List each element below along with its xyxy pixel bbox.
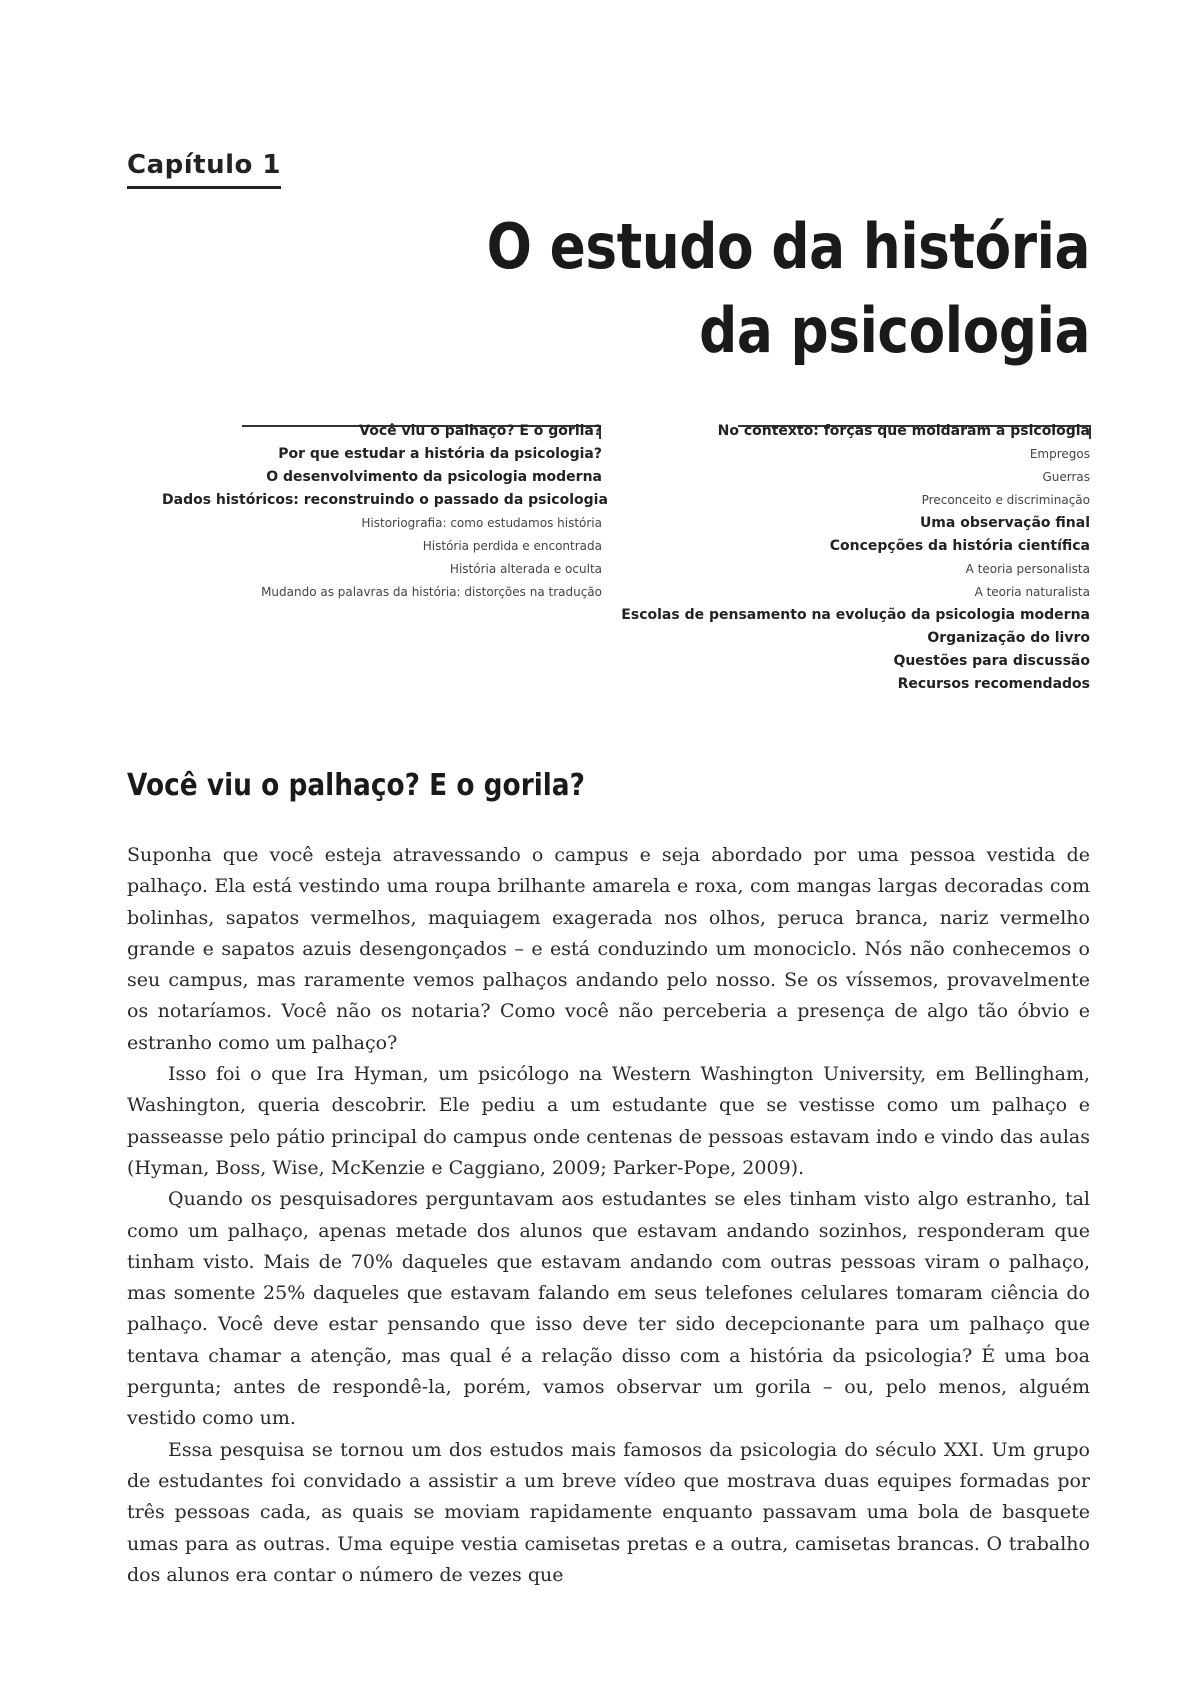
chapter-title-line-2: da psicologia — [699, 294, 1090, 367]
toc-subentry: A teoria naturalista — [974, 585, 1090, 599]
toc-subentry: Preconceito e discriminação — [921, 493, 1090, 507]
toc-subentry: Mudando as palavras da história: distorções na tradução — [261, 585, 602, 599]
body-paragraph: Quando os pesquisadores perguntavam aos estudantes se eles tinham visto algo estranho, tal como um palhaço, apenas metade dos alunos que estavam andando sozinhos, responderam que tinham visto. Mais de 70% daqueles que estavam andando com outras pessoas viram o palhaço, mas somente 25% daqueles que estavam falando em seus telefones celulares tomaram ciência do palhaço. Você deve estar pensando que isso deve ter sido decepcionante para um palhaço que tentava chamar a atenção, mas qual é a relação disso com a história da psicologia? É uma boa pergunta; antes de respondê-la, porém, vamos observar um gorila – ou, pelo menos, alguém vestido como um. — [127, 1188, 1090, 1430]
toc-subentry: Guerras — [1042, 470, 1090, 484]
toc-entry: Concepções da história científica — [829, 538, 1090, 554]
body-text — [127, 840, 1090, 1591]
chapter-title-line-1: O estudo da história — [486, 210, 1090, 283]
toc-entry: Você viu o palhaço? E o gorila? — [359, 423, 602, 439]
toc-entry: Escolas de pensamento na evolução da psicologia moderna — [621, 607, 1090, 623]
toc-entry: Recursos recomendados — [897, 676, 1090, 692]
chapter-label: Capítulo 1 — [127, 150, 281, 189]
toc-subentry: História perdida e encontrada — [422, 539, 602, 553]
toc-entry: Organização do livro — [927, 630, 1090, 646]
chapter-title — [402, 205, 1090, 373]
body-paragraph: Essa pesquisa se tornou um dos estudos mais famosos da psicologia do século XXI. Um grupo de estudantes foi convidado a assistir a um breve vídeo que mostrava duas equipes formadas por três pessoas cada, as quais se moviam rapidamente enquanto passavam uma bola de basquete umas para as outras. Uma equipe vestia camisetas pretas e a outra, camisetas brancas. O trabalho dos alunos era contar o número de vezes que — [127, 1438, 1090, 1586]
toc-entry: Por que estudar a história da psicologia? — [278, 446, 602, 462]
body-paragraph: Isso foi o que Ira Hyman, um psicólogo na Western Washington University, em Bellingham, Washington, queria descobrir. Ele pediu a um estudante que se vestisse como um palhaço e passeasse pelo pátio principal do campus onde centenas de pessoas estavam indo e vindo das aulas (Hyman, Boss, Wise, McKenzie e Caggiano, 2009; Parker-Pope, 2009). — [127, 1063, 1090, 1179]
toc-entry: Questões para discussão — [893, 653, 1090, 669]
toc-subentry: Historiografia: como estudamos história — [361, 516, 602, 530]
toc-entry: Dados históricos: reconstruindo o passado da psicologia — [162, 492, 608, 508]
toc-subentry: Empregos — [1029, 447, 1090, 461]
body-paragraph: Suponha que você esteja atravessando o campus e seja abordado por uma pessoa vestida de palhaço. Ela está vestindo uma roupa brilhante amarela e roxa, com mangas largas decoradas com bolinhas, sapatos vermelhos, maquiagem exagerada nos olhos, peruca branca, nariz vermelho grande e sapatos azuis desengonçados – e está conduzindo um monociclo. Nós não conhecemos o seu campus, mas raramente vemos palhaços andando pelo nosso. Se os víssemos, provavelmente os notaríamos. Você não os notaria? Como você não perceberia a presença de algo tão óbvio e estranho como um palhaço? — [127, 844, 1090, 1054]
section-heading: Você viu o palhaço? E o gorila? — [127, 768, 585, 803]
toc-entry: O desenvolvimento da psicologia moderna — [266, 469, 602, 485]
toc-left-column — [162, 420, 608, 604]
toc-subentry: História alterada e oculta — [449, 562, 602, 576]
toc-entry: Uma observação final — [919, 515, 1090, 531]
toc-right-column — [610, 420, 1090, 696]
toc-entry: No contexto: forças que moldaram a psicologia — [717, 423, 1090, 439]
toc-subentry: A teoria personalista — [965, 562, 1090, 576]
